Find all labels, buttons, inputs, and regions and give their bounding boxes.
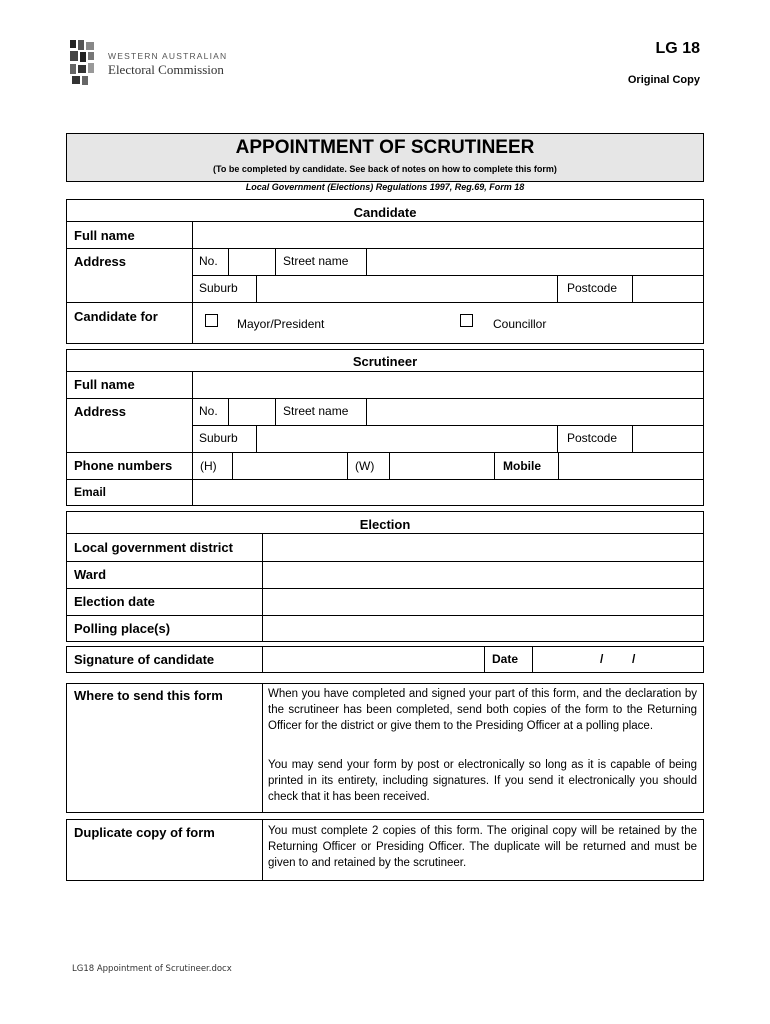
district-field[interactable] (263, 534, 703, 561)
send-paragraph-2: You may send your form by post or electronically so long as it is capable of being printed in its entirety, including signatures. If you send it electronically you should check that it has been received. (268, 759, 697, 804)
home-phone-field[interactable] (233, 453, 347, 479)
ward-field[interactable] (263, 562, 703, 588)
scrutineer-postcode-label: Postcode (567, 431, 618, 445)
scrutineer-postcode-field[interactable] (633, 426, 703, 452)
signature-date-field[interactable] (533, 647, 703, 672)
scrutineer-full-name-label: Full name (74, 377, 135, 392)
candidate-full-name-field[interactable] (193, 222, 703, 248)
form-title: APPOINTMENT OF SCRUTINEER (235, 137, 535, 158)
candidate-postcode-field[interactable] (633, 276, 703, 302)
scrutineer-full-name-field[interactable] (193, 372, 703, 398)
email-label: Email (74, 485, 107, 499)
mobile-label: Mobile (503, 459, 541, 473)
logo (68, 38, 238, 88)
councillor-label: Councillor (493, 317, 547, 331)
scrutineer-heading: Scrutineer (352, 354, 418, 369)
regulation-reference: Local Government (Elections) Regulations 1997, Reg.69, Form 18 (245, 182, 525, 192)
logo-line2: Electoral Commission (108, 62, 224, 77)
polling-place-field[interactable] (263, 616, 703, 642)
mayor-president-label: Mayor/President (237, 317, 325, 331)
work-phone-field[interactable] (390, 453, 494, 479)
candidate-street-field[interactable] (367, 249, 703, 275)
candidate-no-label: No. (199, 254, 218, 268)
scrutineer-street-label: Street name (283, 404, 349, 418)
candidate-heading: Candidate (353, 205, 417, 220)
candidate-no-field[interactable] (229, 249, 275, 275)
scrutineer-suburb-field[interactable] (257, 426, 557, 452)
logo-line1: WESTERN AUSTRALIAN (108, 51, 228, 61)
scrutineer-no-label: No. (199, 404, 218, 418)
election-heading: Election (359, 517, 411, 532)
election-date-field[interactable] (263, 589, 703, 615)
date-separator-2: / (632, 652, 636, 666)
email-field[interactable] (193, 480, 703, 505)
send-label: Where to send this form (74, 688, 223, 703)
candidate-suburb-field[interactable] (257, 276, 557, 302)
candidate-suburb-label: Suburb (199, 281, 238, 295)
candidate-address-label: Address (74, 254, 127, 269)
ward-label: Ward (74, 567, 107, 582)
scrutineer-suburb-label: Suburb (199, 431, 238, 445)
scrutineer-no-field[interactable] (229, 399, 275, 425)
form-code: LG 18 (655, 40, 700, 57)
election-date-label: Election date (74, 594, 155, 609)
duplicate-label: Duplicate copy of form (74, 825, 215, 840)
mayor-president-checkbox[interactable] (205, 314, 218, 327)
date-separator-1: / (600, 652, 604, 666)
footer-filename: LG18 Appointment of Scrutineer.docx (72, 964, 232, 974)
duplicate-paragraph: You must complete 2 copies of this form. The original copy will be retained by the Returning Officer or Presiding Officer. The duplicate will be returned and must be given to and retained by the scrutineer. (268, 825, 697, 870)
signature-date-label: Date (492, 652, 519, 666)
candidate-full-name-label: Full name (74, 228, 135, 243)
candidate-street-label: Street name (283, 254, 349, 268)
electoral-commission-logo-icon (68, 38, 98, 88)
copy-type: Original Copy (627, 74, 700, 86)
send-paragraph-1: When you have completed and signed your part of this form, and the declaration by the scrutineer has been completed, send both copies of the form to the Returning Officer for the district or give them to the Presiding Officer at a polling place. (268, 688, 697, 733)
signature-label: Signature of candidate (74, 652, 215, 667)
mobile-field[interactable] (559, 453, 703, 479)
candidate-for-label: Candidate for (74, 309, 158, 324)
polling-place-label: Polling place(s) (74, 621, 171, 636)
signature-field[interactable] (263, 647, 484, 672)
councillor-checkbox[interactable] (460, 314, 473, 327)
district-label: Local government district (74, 540, 233, 555)
title-instructions: (To be completed by candidate. See back of notes on how to complete this form) (213, 164, 557, 174)
scrutineer-address-label: Address (74, 404, 127, 419)
candidate-postcode-label: Postcode (567, 281, 618, 295)
scrutineer-street-field[interactable] (367, 399, 703, 425)
home-phone-label: (H) (200, 459, 217, 473)
work-phone-label: (W) (355, 459, 375, 473)
phone-numbers-label: Phone numbers (74, 458, 173, 473)
